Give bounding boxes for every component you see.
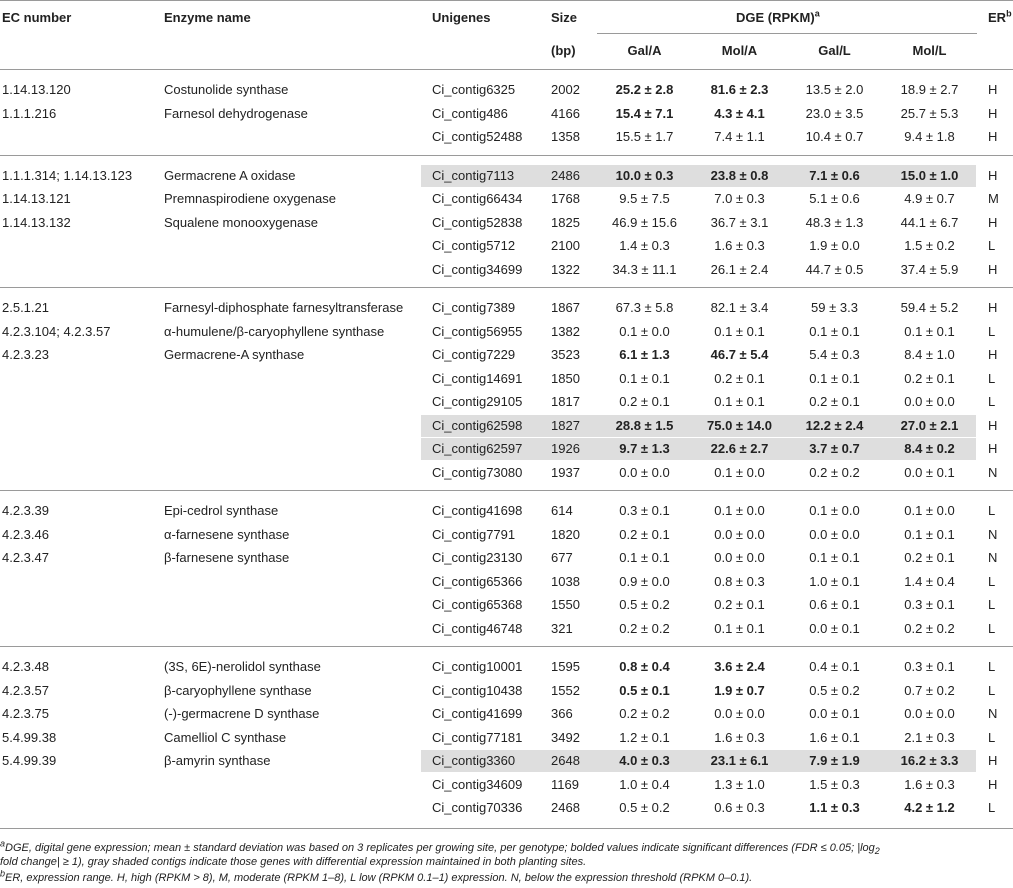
cell-er: H xyxy=(988,441,998,456)
table-bottom-rule xyxy=(0,828,1013,829)
cell-mol-l: 1.5 ± 0.2 xyxy=(904,238,955,253)
cell-er: H xyxy=(988,753,998,768)
cell-mol-a: 0.0 ± 0.0 xyxy=(714,550,765,565)
cell-enzyme: Camelliol C synthase xyxy=(164,729,287,745)
cell-ec: 4.2.3.57 xyxy=(2,682,49,698)
cell-enzyme: Epi-cedrol synthase xyxy=(164,503,279,518)
cell-er: H xyxy=(988,261,998,277)
cell-mol-l: 1.6 ± 0.3 xyxy=(904,776,955,792)
cell-er: H xyxy=(988,347,998,362)
cell-gal-l: 0.5 ± 0.2 xyxy=(809,682,860,698)
cell-enzyme: β-farnesene synthase xyxy=(164,550,290,565)
cell-unigene: Ci_contig7791 xyxy=(432,526,516,542)
cell-gal-l: 5.4 ± 0.3 xyxy=(809,347,860,362)
cell-mol-l: 0.1 ± 0.1 xyxy=(904,323,955,339)
cell-mol-a: 0.8 ± 0.3 xyxy=(714,573,765,589)
header-mol-a: Mol/A xyxy=(721,43,758,58)
cell-size: 677 xyxy=(551,550,573,565)
cell-gal-l: 0.0 ± 0.0 xyxy=(809,526,860,542)
cell-ec: 4.2.3.46 xyxy=(2,526,49,542)
cell-unigene: Ci_contig70336 xyxy=(432,800,523,815)
header-ec: EC number xyxy=(2,10,72,25)
cell-enzyme: α-farnesene synthase xyxy=(164,526,290,542)
cell-ec: 4.2.3.23 xyxy=(2,347,49,362)
cell-unigene: Ci_contig52488 xyxy=(432,129,523,144)
cell-gal-l: 0.2 ± 0.2 xyxy=(809,464,860,480)
cell-gal-a: 0.1 ± 0.1 xyxy=(619,370,670,386)
cell-mol-a: 0.6 ± 0.3 xyxy=(714,800,765,815)
cell-er: H xyxy=(988,300,998,315)
cell-gal-l: 0.2 ± 0.1 xyxy=(809,394,860,409)
cell-size: 1926 xyxy=(551,441,580,456)
cell-ec: 1.1.1.216 xyxy=(2,105,57,121)
cell-size: 1038 xyxy=(551,573,580,589)
cell-mol-a: 23.8 ± 0.8 xyxy=(710,167,769,183)
cell-mol-a: 3.6 ± 2.4 xyxy=(714,659,765,674)
header-gal-l: Gal/L xyxy=(818,43,851,58)
cell-size: 1850 xyxy=(551,370,580,386)
cell-gal-a: 10.0 ± 0.3 xyxy=(615,167,674,183)
cell-mol-l: 9.4 ± 1.8 xyxy=(904,129,955,144)
cell-mol-a: 0.1 ± 0.0 xyxy=(714,503,765,518)
cell-unigene: Ci_contig34699 xyxy=(432,261,523,277)
cell-unigene: Ci_contig10438 xyxy=(432,682,523,698)
cell-mol-a: 82.1 ± 3.4 xyxy=(710,300,769,315)
cell-size: 1825 xyxy=(551,214,580,230)
cell-mol-a: 81.6 ± 2.3 xyxy=(710,82,769,97)
header-size-unit: (bp) xyxy=(551,43,576,58)
cell-ec: 2.5.1.21 xyxy=(2,300,49,315)
cell-mol-a: 0.2 ± 0.1 xyxy=(714,597,765,612)
cell-mol-a: 1.3 ± 1.0 xyxy=(714,776,765,792)
header-enzyme: Enzyme name xyxy=(164,10,251,25)
cell-mol-l: 25.7 ± 5.3 xyxy=(900,105,959,121)
cell-mol-l: 4.9 ± 0.7 xyxy=(904,191,955,206)
cell-mol-a: 1.6 ± 0.3 xyxy=(714,729,765,745)
cell-unigene: Ci_contig41698 xyxy=(432,503,523,518)
cell-gal-l: 3.7 ± 0.7 xyxy=(809,441,860,456)
cell-mol-l: 0.0 ± 0.0 xyxy=(904,706,955,721)
cell-size: 1550 xyxy=(551,597,580,612)
cell-size: 1820 xyxy=(551,526,580,542)
cell-mol-a: 22.6 ± 2.7 xyxy=(710,441,769,456)
cell-mol-a: 0.1 ± 0.1 xyxy=(714,394,765,409)
cell-size: 366 xyxy=(551,706,573,721)
cell-mol-l: 37.4 ± 5.9 xyxy=(900,261,959,277)
cell-er: L xyxy=(988,323,996,339)
cell-gal-a: 9.7 ± 1.3 xyxy=(619,441,670,456)
cell-gal-a: 34.3 ± 11.1 xyxy=(612,261,677,277)
cell-enzyme: β-caryophyllene synthase xyxy=(164,682,312,698)
cell-er: M xyxy=(988,191,999,206)
cell-size: 1382 xyxy=(551,323,580,339)
cell-er: H xyxy=(988,105,998,121)
cell-er: L xyxy=(988,659,996,674)
cell-unigene: Ci_contig29105 xyxy=(432,394,523,409)
cell-gal-a: 4.0 ± 0.3 xyxy=(619,753,670,768)
cell-gal-a: 6.1 ± 1.3 xyxy=(619,347,670,362)
cell-gal-a: 0.3 ± 0.1 xyxy=(619,503,670,518)
cell-mol-a: 0.0 ± 0.0 xyxy=(714,526,765,542)
cell-gal-a: 0.5 ± 0.2 xyxy=(619,800,670,815)
cell-size: 3523 xyxy=(551,347,580,362)
cell-gal-a: 0.5 ± 0.2 xyxy=(619,597,670,612)
cell-size: 1817 xyxy=(551,394,580,409)
header-er xyxy=(988,10,1012,26)
cell-gal-l: 1.0 ± 0.1 xyxy=(809,573,860,589)
cell-mol-l: 0.1 ± 0.1 xyxy=(904,526,955,542)
cell-mol-l: 0.2 ± 0.1 xyxy=(904,370,955,386)
cell-gal-a: 0.1 ± 0.0 xyxy=(619,323,670,339)
cell-gal-a: 28.8 ± 1.5 xyxy=(615,417,674,433)
cell-gal-a: 0.2 ± 0.1 xyxy=(619,526,670,542)
cell-er: H xyxy=(988,82,998,97)
cell-size: 321 xyxy=(551,620,573,636)
cell-size: 2648 xyxy=(551,753,580,768)
cell-gal-l: 1.5 ± 0.3 xyxy=(809,776,860,792)
header-size: Size xyxy=(551,10,578,25)
cell-mol-a: 75.0 ± 14.0 xyxy=(707,417,772,433)
cell-mol-a: 1.6 ± 0.3 xyxy=(714,238,765,253)
cell-mol-l: 0.3 ± 0.1 xyxy=(904,597,955,612)
cell-gal-l: 1.6 ± 0.1 xyxy=(809,729,860,745)
cell-ec: 4.2.3.39 xyxy=(2,503,49,518)
cell-unigene: Ci_contig7229 xyxy=(432,347,516,362)
cell-size: 1322 xyxy=(551,261,580,277)
cell-gal-l: 7.1 ± 0.6 xyxy=(809,167,860,183)
cell-gal-l: 0.6 ± 0.1 xyxy=(809,597,860,612)
cell-gal-a: 0.2 ± 0.2 xyxy=(619,620,670,636)
cell-gal-a: 0.2 ± 0.2 xyxy=(619,706,670,721)
cell-gal-a: 0.9 ± 0.0 xyxy=(619,573,670,589)
header-unigenes: Unigenes xyxy=(432,10,491,25)
header-dge xyxy=(736,10,820,26)
cell-size: 614 xyxy=(551,503,573,518)
cell-mol-l: 16.2 ± 3.3 xyxy=(900,753,959,768)
cell-unigene: Ci_contig46748 xyxy=(432,620,523,636)
cell-mol-l: 15.0 ± 1.0 xyxy=(900,167,959,183)
header-er-footnote-mark: b xyxy=(1006,8,1012,19)
cell-unigene: Ci_contig5712 xyxy=(432,238,516,253)
table-top-rule xyxy=(0,0,1013,1)
cell-er: L xyxy=(988,394,996,409)
cell-mol-a: 23.1 ± 6.1 xyxy=(710,753,769,768)
cell-unigene: Ci_contig14691 xyxy=(432,370,523,386)
cell-mol-a: 1.9 ± 0.7 xyxy=(714,682,765,698)
cell-enzyme: α-humulene/β-caryophyllene synthase xyxy=(164,323,385,339)
cell-unigene: Ci_contig41699 xyxy=(432,706,523,721)
cell-mol-a: 26.1 ± 2.4 xyxy=(710,261,769,277)
cell-enzyme: β-amyrin synthase xyxy=(164,753,271,768)
cell-er: N xyxy=(988,464,998,480)
cell-unigene: Ci_contig73080 xyxy=(432,464,523,480)
cell-size: 2002 xyxy=(551,82,580,97)
cell-unigene: Ci_contig3360 xyxy=(432,753,516,768)
header-bottom-rule xyxy=(0,69,1013,70)
cell-unigene: Ci_contig62598 xyxy=(432,417,523,433)
cell-er: N xyxy=(988,706,998,721)
cell-enzyme: Farnesyl-diphosphate farnesyltransferase xyxy=(164,300,404,315)
cell-er: H xyxy=(988,776,998,792)
dge-header-rule xyxy=(597,33,977,34)
footnote-a-line1 xyxy=(0,838,880,857)
cell-unigene: Ci_contig65368 xyxy=(432,597,523,612)
cell-gal-l: 0.1 ± 0.1 xyxy=(809,550,860,565)
cell-unigene: Ci_contig34609 xyxy=(432,776,523,792)
cell-enzyme: (3S, 6E)-nerolidol synthase xyxy=(164,659,321,674)
cell-gal-a: 1.2 ± 0.1 xyxy=(619,729,670,745)
cell-er: H xyxy=(988,129,998,144)
group-separator xyxy=(0,646,1013,647)
cell-unigene: Ci_contig7389 xyxy=(432,300,516,315)
cell-er: L xyxy=(988,597,996,612)
cell-mol-l: 0.7 ± 0.2 xyxy=(904,682,955,698)
cell-size: 1552 xyxy=(551,682,580,698)
cell-enzyme: Squalene monooxygenase xyxy=(164,214,318,230)
cell-gal-a: 0.0 ± 0.0 xyxy=(619,464,670,480)
cell-gal-a: 67.3 ± 5.8 xyxy=(615,300,674,315)
cell-ec: 1.14.13.121 xyxy=(2,191,71,206)
cell-gal-l: 23.0 ± 3.5 xyxy=(805,105,864,121)
cell-er: N xyxy=(988,526,998,542)
cell-ec: 4.2.3.75 xyxy=(2,706,49,721)
cell-mol-a: 0.1 ± 0.1 xyxy=(714,323,765,339)
cell-size: 1867 xyxy=(551,300,580,315)
group-separator xyxy=(0,490,1013,491)
cell-gal-a: 0.5 ± 0.1 xyxy=(619,682,670,698)
cell-ec: 5.4.99.38 xyxy=(2,729,57,745)
header-er-label: ER xyxy=(988,10,1007,25)
footnote-b-line xyxy=(0,868,753,885)
cell-ec: 4.2.3.104; 4.2.3.57 xyxy=(2,323,111,339)
cell-ec: 4.2.3.47 xyxy=(2,550,49,565)
cell-mol-l: 8.4 ± 1.0 xyxy=(904,347,955,362)
cell-ec: 1.1.1.314; 1.14.13.123 xyxy=(2,167,133,183)
group-separator xyxy=(0,155,1013,156)
cell-er: L xyxy=(988,729,996,745)
cell-enzyme: Germacrene-A synthase xyxy=(164,347,305,362)
cell-gal-l: 0.1 ± 0.0 xyxy=(809,503,860,518)
cell-size: 1827 xyxy=(551,417,580,433)
cell-gal-l: 1.9 ± 0.0 xyxy=(809,238,860,253)
cell-mol-l: 59.4 ± 5.2 xyxy=(900,300,959,315)
cell-mol-l: 4.2 ± 1.2 xyxy=(904,800,955,815)
cell-unigene: Ci_contig52838 xyxy=(432,214,523,230)
cell-gal-l: 10.4 ± 0.7 xyxy=(805,129,864,144)
cell-size: 1768 xyxy=(551,191,580,206)
cell-unigene: Ci_contig56955 xyxy=(432,323,523,339)
footnote-b-mark: b xyxy=(0,868,6,879)
cell-gal-a: 0.2 ± 0.1 xyxy=(619,394,670,409)
cell-mol-l: 2.1 ± 0.3 xyxy=(904,729,955,745)
cell-er: H xyxy=(988,167,998,183)
cell-size: 1595 xyxy=(551,659,580,674)
cell-mol-l: 18.9 ± 2.7 xyxy=(900,82,959,97)
cell-unigene: Ci_contig486 xyxy=(432,105,508,121)
footnote-a-subscript: 2 xyxy=(874,846,880,857)
cell-unigene: Ci_contig7113 xyxy=(432,167,515,183)
footnote-a-line2: fold change| ≥ 1), gray shaded contigs indicate those genes with differential expression maintained in both planting sites. xyxy=(0,856,587,868)
cell-unigene: Ci_contig10001 xyxy=(432,659,523,674)
cell-gal-a: 0.8 ± 0.4 xyxy=(619,659,670,674)
cell-er: L xyxy=(988,238,996,253)
cell-size: 1169 xyxy=(551,776,579,792)
footnote-a-text: DGE, digital gene expression; mean ± standard deviation was based on 3 replicates per growing site, per genotype; bolded values indicate significant differences (FDR ≤ 0.05; |log xyxy=(5,842,875,854)
cell-ec: 1.14.13.132 xyxy=(2,214,71,230)
cell-ec: 1.14.13.120 xyxy=(2,82,71,97)
cell-unigene: Ci_contig77181 xyxy=(432,729,523,745)
cell-gal-a: 15.5 ± 1.7 xyxy=(615,129,674,144)
cell-mol-a: 36.7 ± 3.1 xyxy=(710,214,769,230)
cell-mol-l: 0.0 ± 0.1 xyxy=(904,464,955,480)
cell-size: 1937 xyxy=(551,464,580,480)
cell-size: 3492 xyxy=(551,729,580,745)
cell-er: H xyxy=(988,417,998,433)
cell-enzyme: (-)-germacrene D synthase xyxy=(164,706,320,721)
cell-gal-l: 59 ± 3.3 xyxy=(811,300,858,315)
cell-mol-a: 0.2 ± 0.1 xyxy=(714,370,765,386)
header-mol-l: Mol/L xyxy=(912,43,947,58)
cell-unigene: Ci_contig62597 xyxy=(432,441,523,456)
cell-ec: 4.2.3.48 xyxy=(2,659,49,674)
cell-gal-a: 0.1 ± 0.1 xyxy=(619,550,670,565)
cell-enzyme: Premnaspirodiene oxygenase xyxy=(164,191,336,206)
cell-gal-l: 44.7 ± 0.5 xyxy=(805,261,864,277)
header-dge-footnote-mark: a xyxy=(814,8,820,19)
cell-mol-l: 44.1 ± 6.7 xyxy=(900,214,959,230)
cell-mol-a: 4.3 ± 4.1 xyxy=(714,105,765,121)
cell-unigene: Ci_contig65366 xyxy=(432,573,523,589)
cell-gal-l: 0.4 ± 0.1 xyxy=(809,659,860,674)
cell-er: L xyxy=(988,370,996,386)
cell-size: 4166 xyxy=(551,105,580,121)
cell-gal-l: 0.1 ± 0.1 xyxy=(809,370,860,386)
cell-gal-l: 12.2 ± 2.4 xyxy=(805,417,864,433)
cell-er: N xyxy=(988,550,998,565)
cell-enzyme: Costunolide synthase xyxy=(164,82,289,97)
cell-gal-l: 1.1 ± 0.3 xyxy=(809,800,860,815)
cell-mol-l: 0.0 ± 0.0 xyxy=(904,394,955,409)
cell-mol-l: 0.2 ± 0.1 xyxy=(904,550,955,565)
cell-size: 2468 xyxy=(551,800,580,815)
cell-mol-a: 46.7 ± 5.4 xyxy=(710,347,769,362)
cell-mol-a: 0.1 ± 0.1 xyxy=(714,620,765,636)
cell-gal-l: 7.9 ± 1.9 xyxy=(809,753,860,768)
group-separator xyxy=(0,287,1013,288)
cell-er: L xyxy=(988,503,996,518)
cell-gal-l: 13.5 ± 2.0 xyxy=(805,82,864,97)
cell-mol-a: 7.0 ± 0.3 xyxy=(714,191,765,206)
cell-mol-a: 0.1 ± 0.0 xyxy=(714,464,765,480)
cell-mol-l: 8.4 ± 0.2 xyxy=(904,441,955,456)
cell-er: L xyxy=(988,682,996,698)
cell-gal-l: 0.0 ± 0.1 xyxy=(809,620,860,636)
cell-ec: 5.4.99.39 xyxy=(2,753,57,768)
cell-size: 2100 xyxy=(551,238,580,253)
cell-gal-l: 48.3 ± 1.3 xyxy=(805,214,864,230)
cell-gal-a: 46.9 ± 15.6 xyxy=(612,214,677,230)
cell-mol-l: 0.3 ± 0.1 xyxy=(904,659,955,674)
header-dge-label: DGE (RPKM) xyxy=(736,10,815,25)
cell-gal-l: 5.1 ± 0.6 xyxy=(809,191,860,206)
cell-gal-a: 15.4 ± 7.1 xyxy=(615,105,674,121)
cell-er: L xyxy=(988,573,996,589)
cell-gal-a: 9.5 ± 7.5 xyxy=(619,191,670,206)
cell-gal-a: 1.0 ± 0.4 xyxy=(619,776,670,792)
cell-enzyme: Farnesol dehydrogenase xyxy=(164,105,308,121)
header-gal-a: Gal/A xyxy=(627,43,662,58)
cell-gal-l: 0.0 ± 0.1 xyxy=(809,706,860,721)
cell-mol-a: 7.4 ± 1.1 xyxy=(714,129,765,144)
cell-enzyme: Germacrene A oxidase xyxy=(164,167,296,183)
cell-gal-l: 0.1 ± 0.1 xyxy=(809,323,860,339)
cell-gal-a: 25.2 ± 2.8 xyxy=(615,82,674,97)
cell-er: L xyxy=(988,800,996,815)
footnote-b-text: ER, expression range. H, high (RPKM > 8), M, moderate (RPKM 1–8), L low (RPKM 0.1–1) expression. N, below the expression threshold (RPKM 0–0.1). xyxy=(5,872,753,884)
cell-mol-l: 27.0 ± 2.1 xyxy=(900,417,959,433)
cell-mol-l: 0.1 ± 0.0 xyxy=(904,503,955,518)
cell-unigene: Ci_contig23130 xyxy=(432,550,523,565)
cell-er: L xyxy=(988,620,996,636)
cell-unigene: Ci_contig6325 xyxy=(432,82,516,97)
footnote-a-mark: a xyxy=(0,838,6,849)
cell-unigene: Ci_contig66434 xyxy=(432,191,523,206)
cell-mol-a: 0.0 ± 0.0 xyxy=(714,706,765,721)
cell-mol-l: 1.4 ± 0.4 xyxy=(904,573,955,589)
cell-mol-l: 0.2 ± 0.2 xyxy=(904,620,955,636)
cell-size: 2486 xyxy=(551,167,580,183)
cell-size: 1358 xyxy=(551,129,580,144)
cell-er: H xyxy=(988,214,998,230)
cell-gal-a: 1.4 ± 0.3 xyxy=(619,238,670,253)
